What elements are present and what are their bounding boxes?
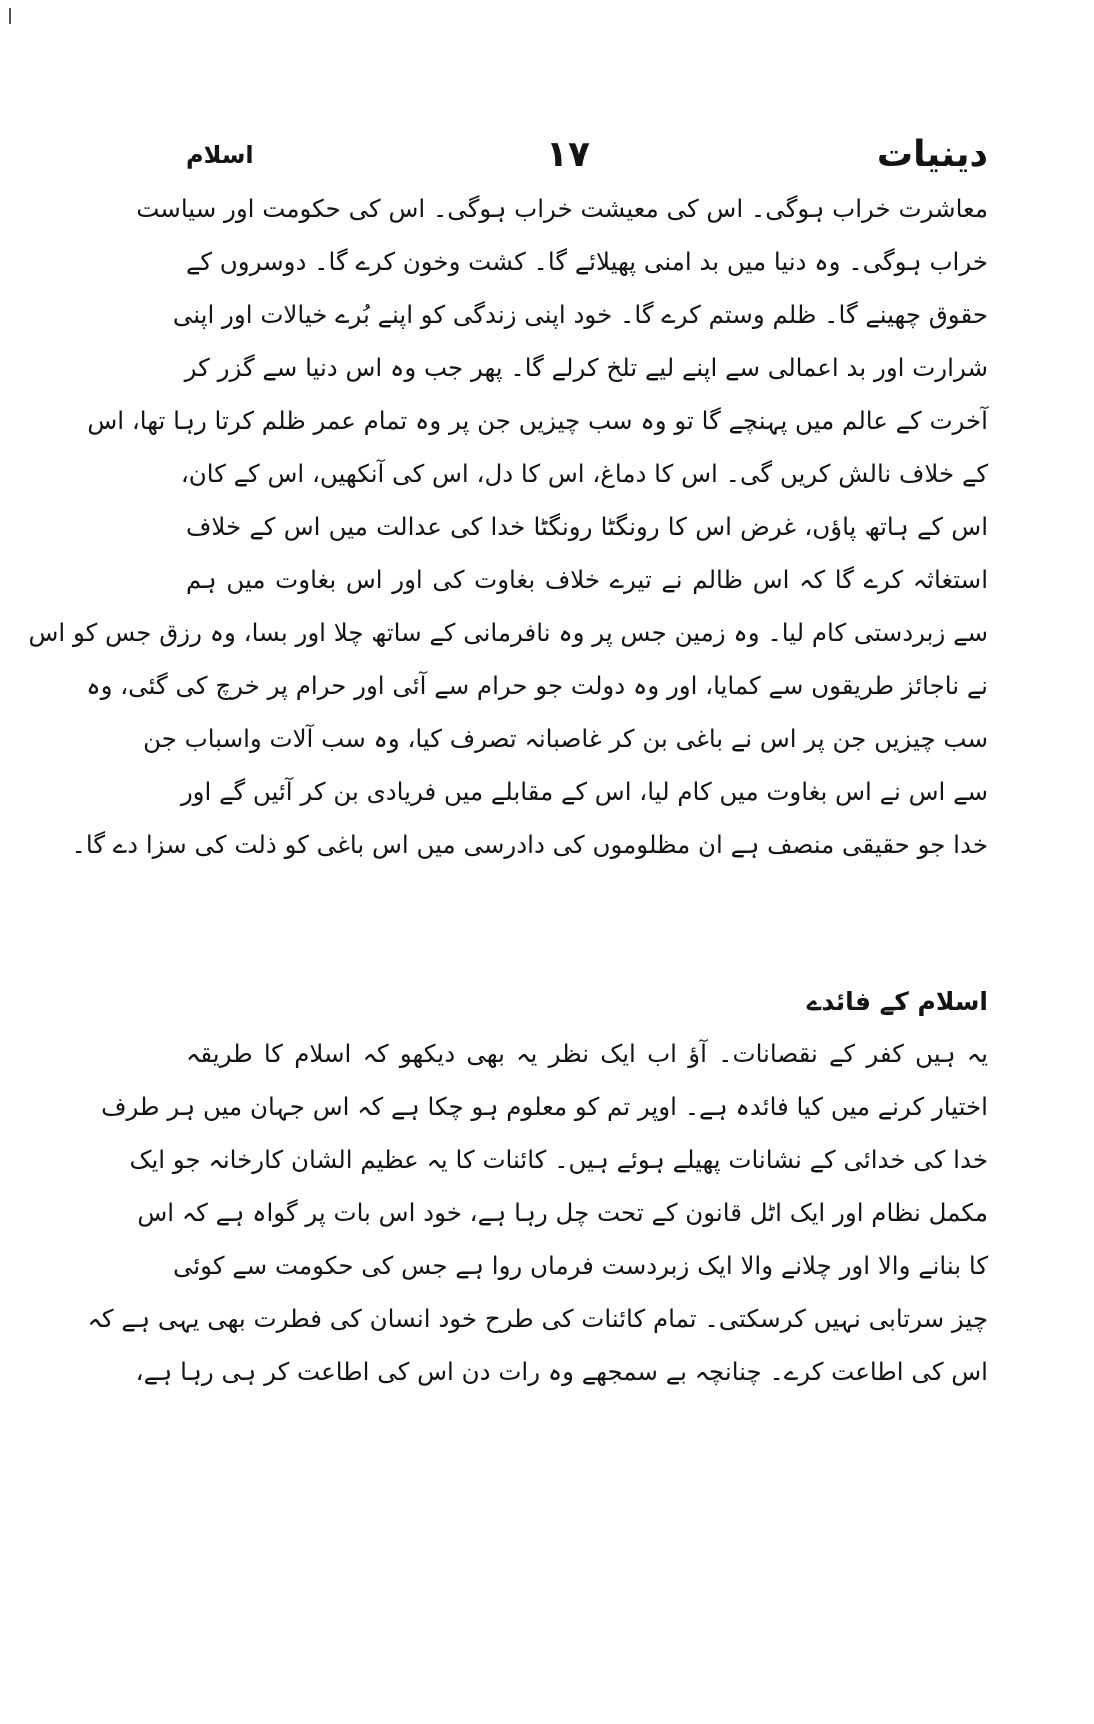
chapter-title: اسلام: [186, 141, 254, 169]
text-line: سے زبردستی کام لیا۔ وہ زمین جس پر وہ نافرمانی کے ساتھ چلا اور بسا، وہ رزق جس کو اس: [28, 618, 988, 647]
text-line: استغاثہ کرے گا کہ اس ظالم نے تیرے خلاف بغاوت کی اور اس بغاوت میں ہم: [186, 565, 988, 594]
text-line: خدا جو حقیقی منصف ہے ان مظلوموں کی دادرسی میں اس باغی کو ذلت کی سزا دے گا۔: [71, 830, 988, 859]
text-line: اس کے ہاتھ پاؤں، غرض اس کا رونگٹا رونگٹا خدا کی عدالت میں اس کے خلاف: [186, 512, 988, 541]
text-line: کے خلاف نالش کریں گی۔ اس کا دماغ، اس کا دل، اس کی آنکھیں، اس کے کان،: [180, 459, 988, 488]
text-line: یہ ہیں کفر کے نقصانات۔ آؤ اب ایک نظر یہ بھی دیکھو کہ اسلام کا طریقہ: [186, 1039, 988, 1068]
text-line: اس کی اطاعت کرے۔ چنانچہ بے سمجھے وہ رات دن اس کی اطاعت کر ہی رہا ہے،: [135, 1357, 988, 1386]
text-line: نے ناجائز طریقوں سے کمایا، اور وہ دولت جو حرام سے آئی اور حرام پر خرچ کی گئی، وہ: [86, 671, 988, 700]
page-number: ۱۷: [546, 134, 590, 175]
paragraph-benefits-of-islam: [87, 1027, 988, 1398]
text-line: خدا کی خدائی کے نشانات پھیلے ہوئے ہیں۔ کائنات کا یہ عظیم الشان کارخانہ جو ایک: [129, 1145, 988, 1174]
text-line: اختیار کرنے میں کیا فائدہ ہے۔ اوپر تم کو معلوم ہو چکا ہے کہ اس جہان میں ہر طرف: [101, 1092, 988, 1121]
text-line: سے اس نے اس بغاوت میں کام لیا، اس کے مقابلے میں فریادی بن کر آئیں گے اور: [180, 777, 988, 806]
text-line: آخرت کے عالم میں پہنچے گا تو وہ سب چیزیں جن پر وہ تمام عمر ظلم کرتا رہا تھا، اس: [87, 406, 988, 435]
text-line: سب چیزیں جن پر اس نے باغی بن کر غاصبانہ تصرف کیا، وہ سب آلات واسباب جن: [143, 724, 988, 753]
text-line: خراب ہوگی۔ وہ دنیا میں بد امنی پھیلائے گا۔ کشت وخون کرے گا۔ دوسروں کے: [185, 247, 988, 276]
text-line: چیز سرتابی نہیں کرسکتی۔ تمام کائنات کی طرح خود انسان کی فطرت بھی یہی ہے کہ: [87, 1304, 988, 1333]
section-heading-benefits-of-islam: اسلام کے فائدے: [806, 987, 988, 1016]
text-line: شرارت اور بد اعمالی سے اپنے لیے تلخ کرلے گا۔ پھر جب وہ اس دنیا سے گزر کر: [184, 353, 988, 382]
scan-edge-mark: [9, 8, 11, 24]
text-line: کا بنانے والا اور چلانے والا ایک زبردست فرماں روا ہے جس کی حکومت سے کوئی: [172, 1251, 988, 1280]
text-line: معاشرت خراب ہوگی۔ اس کی معیشت خراب ہوگی۔ اس کی حکومت اور سیاست: [136, 194, 988, 223]
text-line: حقوق چھینے گا۔ ظلم وستم کرے گا۔ خود اپنی زندگی کو اپنے بُرے خیالات اور اپنی: [172, 300, 988, 329]
paragraph-consequences-of-disbelief: [28, 182, 988, 871]
page-header: [186, 128, 988, 182]
book-title: دینیات: [876, 134, 988, 175]
text-line: مکمل نظام اور ایک اٹل قانون کے تحت چل رہا ہے، خود اس بات پر گواہ ہے کہ اس: [137, 1198, 988, 1227]
